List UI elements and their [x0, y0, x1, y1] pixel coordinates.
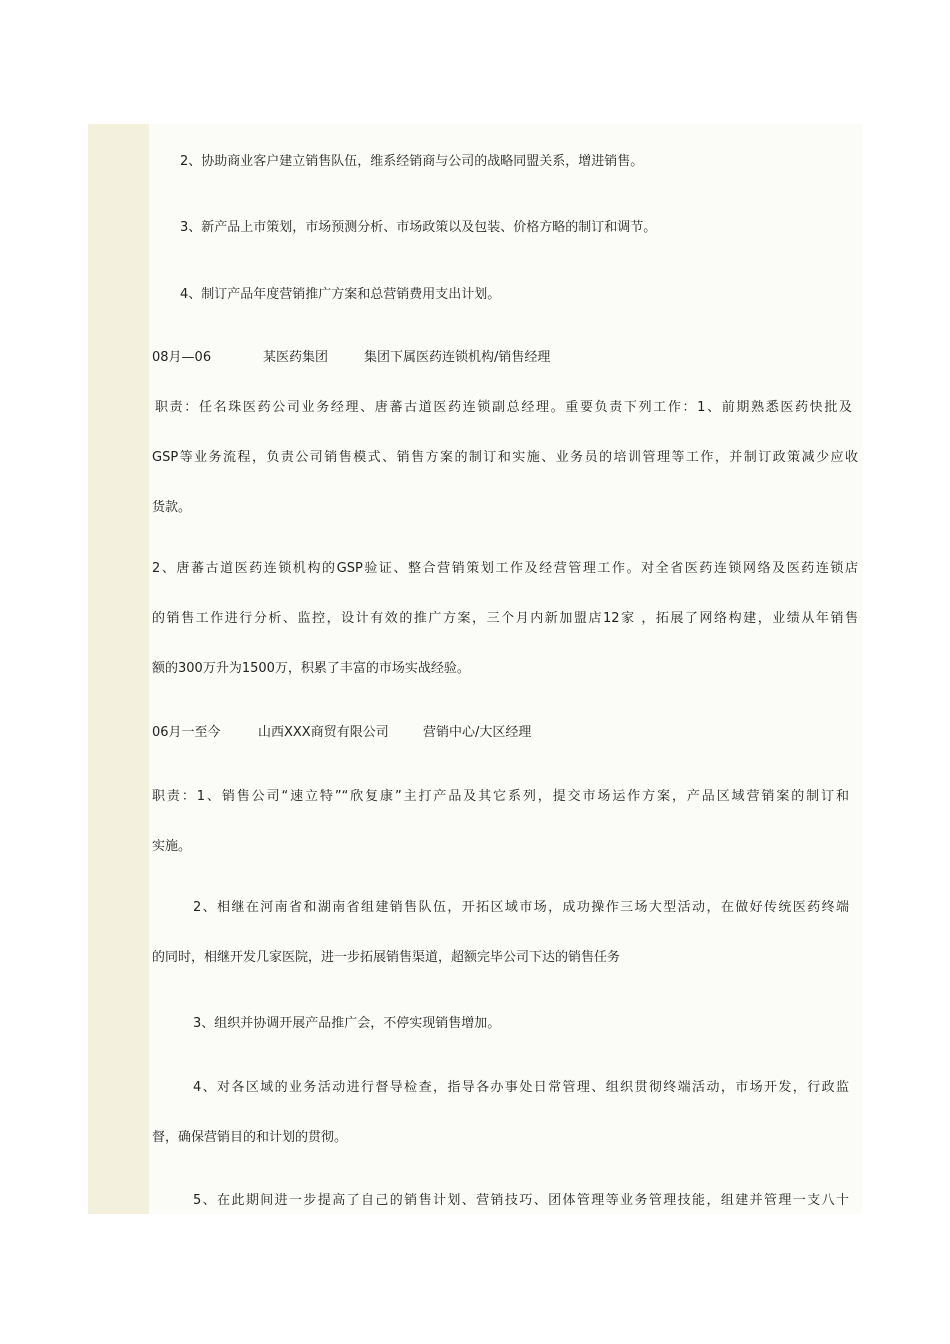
left-margin-band — [88, 124, 149, 1214]
job2-company: 山西XXX商贸有限公司 — [258, 725, 389, 740]
job2-duty-item-3: 3、组织并协调开展产品推广会，不停实现销售增加。 — [193, 1016, 501, 1031]
job1-date: 08月—06 — [152, 350, 212, 365]
job1-company: 某医药集团 — [263, 350, 329, 365]
duty-item-3: 3、新产品上市策划，市场预测分析、市场政策以及包装、价格方略的制订和调节。 — [180, 220, 657, 235]
job1-duties-line-6: 额的300万升为1500万，积累了丰富的市场实战经验。 — [152, 661, 470, 676]
job2-duties-line-1: 职责：1、销售公司“速立特”“欣复康”主打产品及其它系列，提交市场运作方案，产品区域营销案的制订和 — [152, 789, 849, 804]
job2-duty-item-4: 4、对各区域的业务活动进行督导检查，指导各办事处日常管理、组织贯彻终端活动，市场开发，行政监 — [193, 1080, 849, 1095]
job1-duties-line-2: GSP等业务流程，负责公司销售模式、销售方案的制订和实施、业务员的培训管理等工作，并制订政策减少应收 — [152, 450, 858, 465]
job2-date: 06月一至今 — [152, 725, 221, 740]
job1-role: 集团下属医药连锁机构/销售经理 — [364, 350, 551, 365]
job-header-1 — [152, 348, 862, 368]
job2-duty-item-2: 2、相继在河南省和湖南省组建销售队伍，开拓区域市场，成功操作三场大型活动，在做好传统医药终端 — [193, 900, 849, 915]
job1-duties-line-1: 职责：任名珠医药公司业务经理、唐蕃古道医药连锁副总经理。重要负责下列工作：1、前期熟悉医药快批及 — [155, 400, 852, 415]
job2-duty-item-5: 5、在此期间进一步提高了自己的销售计划、营销技巧、团体管理等业务管理技能，组建并管理一支八十 — [193, 1193, 849, 1208]
job2-duty-item-4-cont: 督，确保营销目的和计划的贯彻。 — [152, 1130, 348, 1145]
job2-role: 营销中心/大区经理 — [423, 725, 532, 740]
job-header-2 — [152, 723, 862, 743]
job1-duties-line-5: 的销售工作进行分析、监控，设计有效的推广方案，三个月内新加盟店12家 ，拓展了网络构建，业绩从年销售 — [152, 611, 858, 626]
duty-item-2: 2、协助商业客户建立销售队伍，维系经销商与公司的战略同盟关系，增进销售。 — [180, 154, 644, 169]
job2-duties-line-2: 实施。 — [152, 839, 192, 854]
duty-item-4: 4、制订产品年度营销推广方案和总营销费用支出计划。 — [180, 287, 501, 302]
job1-duties-line-3: 货款。 — [152, 500, 192, 515]
job1-duties-line-4: 2、唐蕃古道医药连锁机构的GSP验证、整合营销策划工作及经营管理工作。对全省医药连锁网络及医药连锁店 — [152, 561, 858, 576]
job2-duty-item-2-cont: 的同时，相继开发几家医院，进一步拓展销售渠道，超额完毕公司下达的销售任务 — [152, 950, 621, 965]
